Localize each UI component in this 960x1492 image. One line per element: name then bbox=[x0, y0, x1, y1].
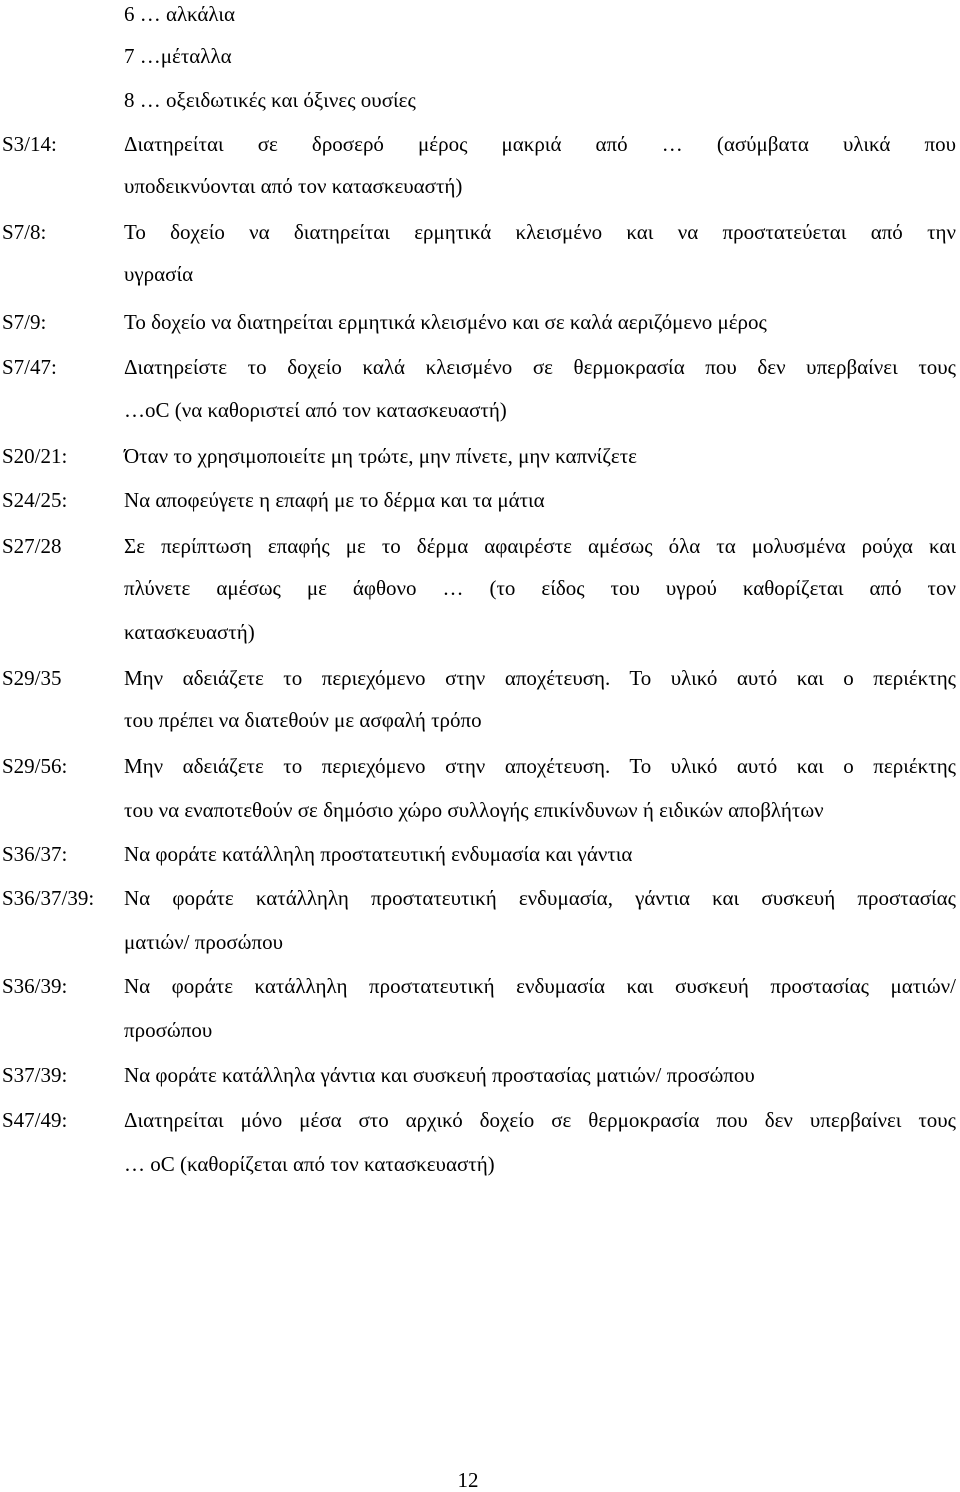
phrase-text: Διατηρείται μόνο μέσα στο αρχικό δοχείο σε θερμοκρασία που δεν υπερβαίνει τους bbox=[124, 1108, 956, 1132]
list-item: 6 … αλκάλια bbox=[124, 2, 235, 26]
phrase-text: ματιών/ προσώπου bbox=[124, 930, 283, 954]
phrase-code: S24/25: bbox=[2, 488, 68, 512]
list-item: 8 … οξειδωτικές και όξινες ουσίες bbox=[124, 88, 416, 112]
phrase-text: Σε περίπτωση επαφής με το δέρμα αφαιρέστε αμέσως όλα τα μολυσμένα ρούχα και bbox=[124, 534, 956, 558]
phrase-text: πλύνετε αμέσως με άφθονο … (το είδος του υγρού καθορίζεται από τον bbox=[124, 576, 956, 600]
phrase-text: Διατηρείστε το δοχείο καλά κλεισμένο σε θερμοκρασία που δεν υπερβαίνει τους bbox=[124, 355, 956, 379]
phrase-code: S47/49: bbox=[2, 1108, 68, 1132]
phrase-text: Όταν το χρησιμοποιείτε μη τρώτε, μην πίνετε, μην καπνίζετε bbox=[124, 444, 637, 468]
phrase-code: S27/28 bbox=[2, 534, 62, 558]
phrase-code: S7/9: bbox=[2, 310, 47, 334]
list-item: 7 …μέταλλα bbox=[124, 44, 232, 68]
phrase-text: του πρέπει να διατεθούν με ασφαλή τρόπο bbox=[124, 708, 482, 732]
phrase-text: Να αποφεύγετε η επαφή με το δέρμα και τα μάτια bbox=[124, 488, 545, 512]
phrase-text: υποδεικνύονται από τον κατασκευαστή) bbox=[124, 174, 463, 198]
phrase-text: υγρασία bbox=[124, 262, 194, 286]
phrase-code: S7/8: bbox=[2, 220, 47, 244]
phrase-code: S36/37/39: bbox=[2, 886, 95, 910]
phrase-text: του να εναποτεθούν σε δημόσιο χώρο συλλογής επικίνδυνων ή ειδικών αποβλήτων bbox=[124, 798, 824, 822]
phrase-text: Το δοχείο να διατηρείται ερμητικά κλεισμένο και να προστατεύεται από την bbox=[124, 220, 956, 244]
phrase-code: S3/14: bbox=[2, 132, 57, 156]
phrase-text: Μην αδειάζετε το περιεχόμενο στην αποχέτευση. Το υλικό αυτό και ο περιέκτης bbox=[124, 754, 956, 778]
phrase-text: Να φοράτε κατάλληλα γάντια και συσκευή προστασίας ματιών/ προσώπου bbox=[124, 1063, 755, 1087]
phrase-text: Να φοράτε κατάλληλη προστατευτική ενδυμασία και γάντια bbox=[124, 842, 633, 866]
phrase-text: κατασκευαστή) bbox=[124, 620, 255, 644]
phrase-text: … oC (καθορίζεται από τον κατασκευαστή) bbox=[124, 1152, 495, 1176]
phrase-text: Μην αδειάζετε το περιεχόμενο στην αποχέτευση. Το υλικό αυτό και ο περιέκτης bbox=[124, 666, 956, 690]
phrase-text: Διατηρείται σε δροσερό μέρος μακριά από … (ασύμβατα υλικά που bbox=[124, 132, 956, 156]
phrase-text: προσώπου bbox=[124, 1018, 213, 1042]
phrase-text: …oC (να καθοριστεί από τον κατασκευαστή) bbox=[124, 398, 507, 422]
phrase-code: S29/35 bbox=[2, 666, 62, 690]
phrase-code: S29/56: bbox=[2, 754, 68, 778]
phrase-code: S36/37: bbox=[2, 842, 68, 866]
phrase-code: S37/39: bbox=[2, 1063, 68, 1087]
phrase-text: Να φοράτε κατάλληλη προστατευτική ενδυμασία, γάντια και συσκευή προστασίας bbox=[124, 886, 956, 910]
phrase-text: Το δοχείο να διατηρείται ερμητικά κλεισμένο και σε καλά αεριζόμενο μέρος bbox=[124, 310, 767, 334]
phrase-code: S7/47: bbox=[2, 355, 57, 379]
phrase-text: Να φοράτε κατάλληλη προστατευτική ενδυμασία και συσκευή προστασίας ματιών/ bbox=[124, 974, 956, 998]
phrase-code: S36/39: bbox=[2, 974, 68, 998]
page-number: 12 bbox=[457, 1468, 479, 1492]
phrase-code: S20/21: bbox=[2, 444, 68, 468]
